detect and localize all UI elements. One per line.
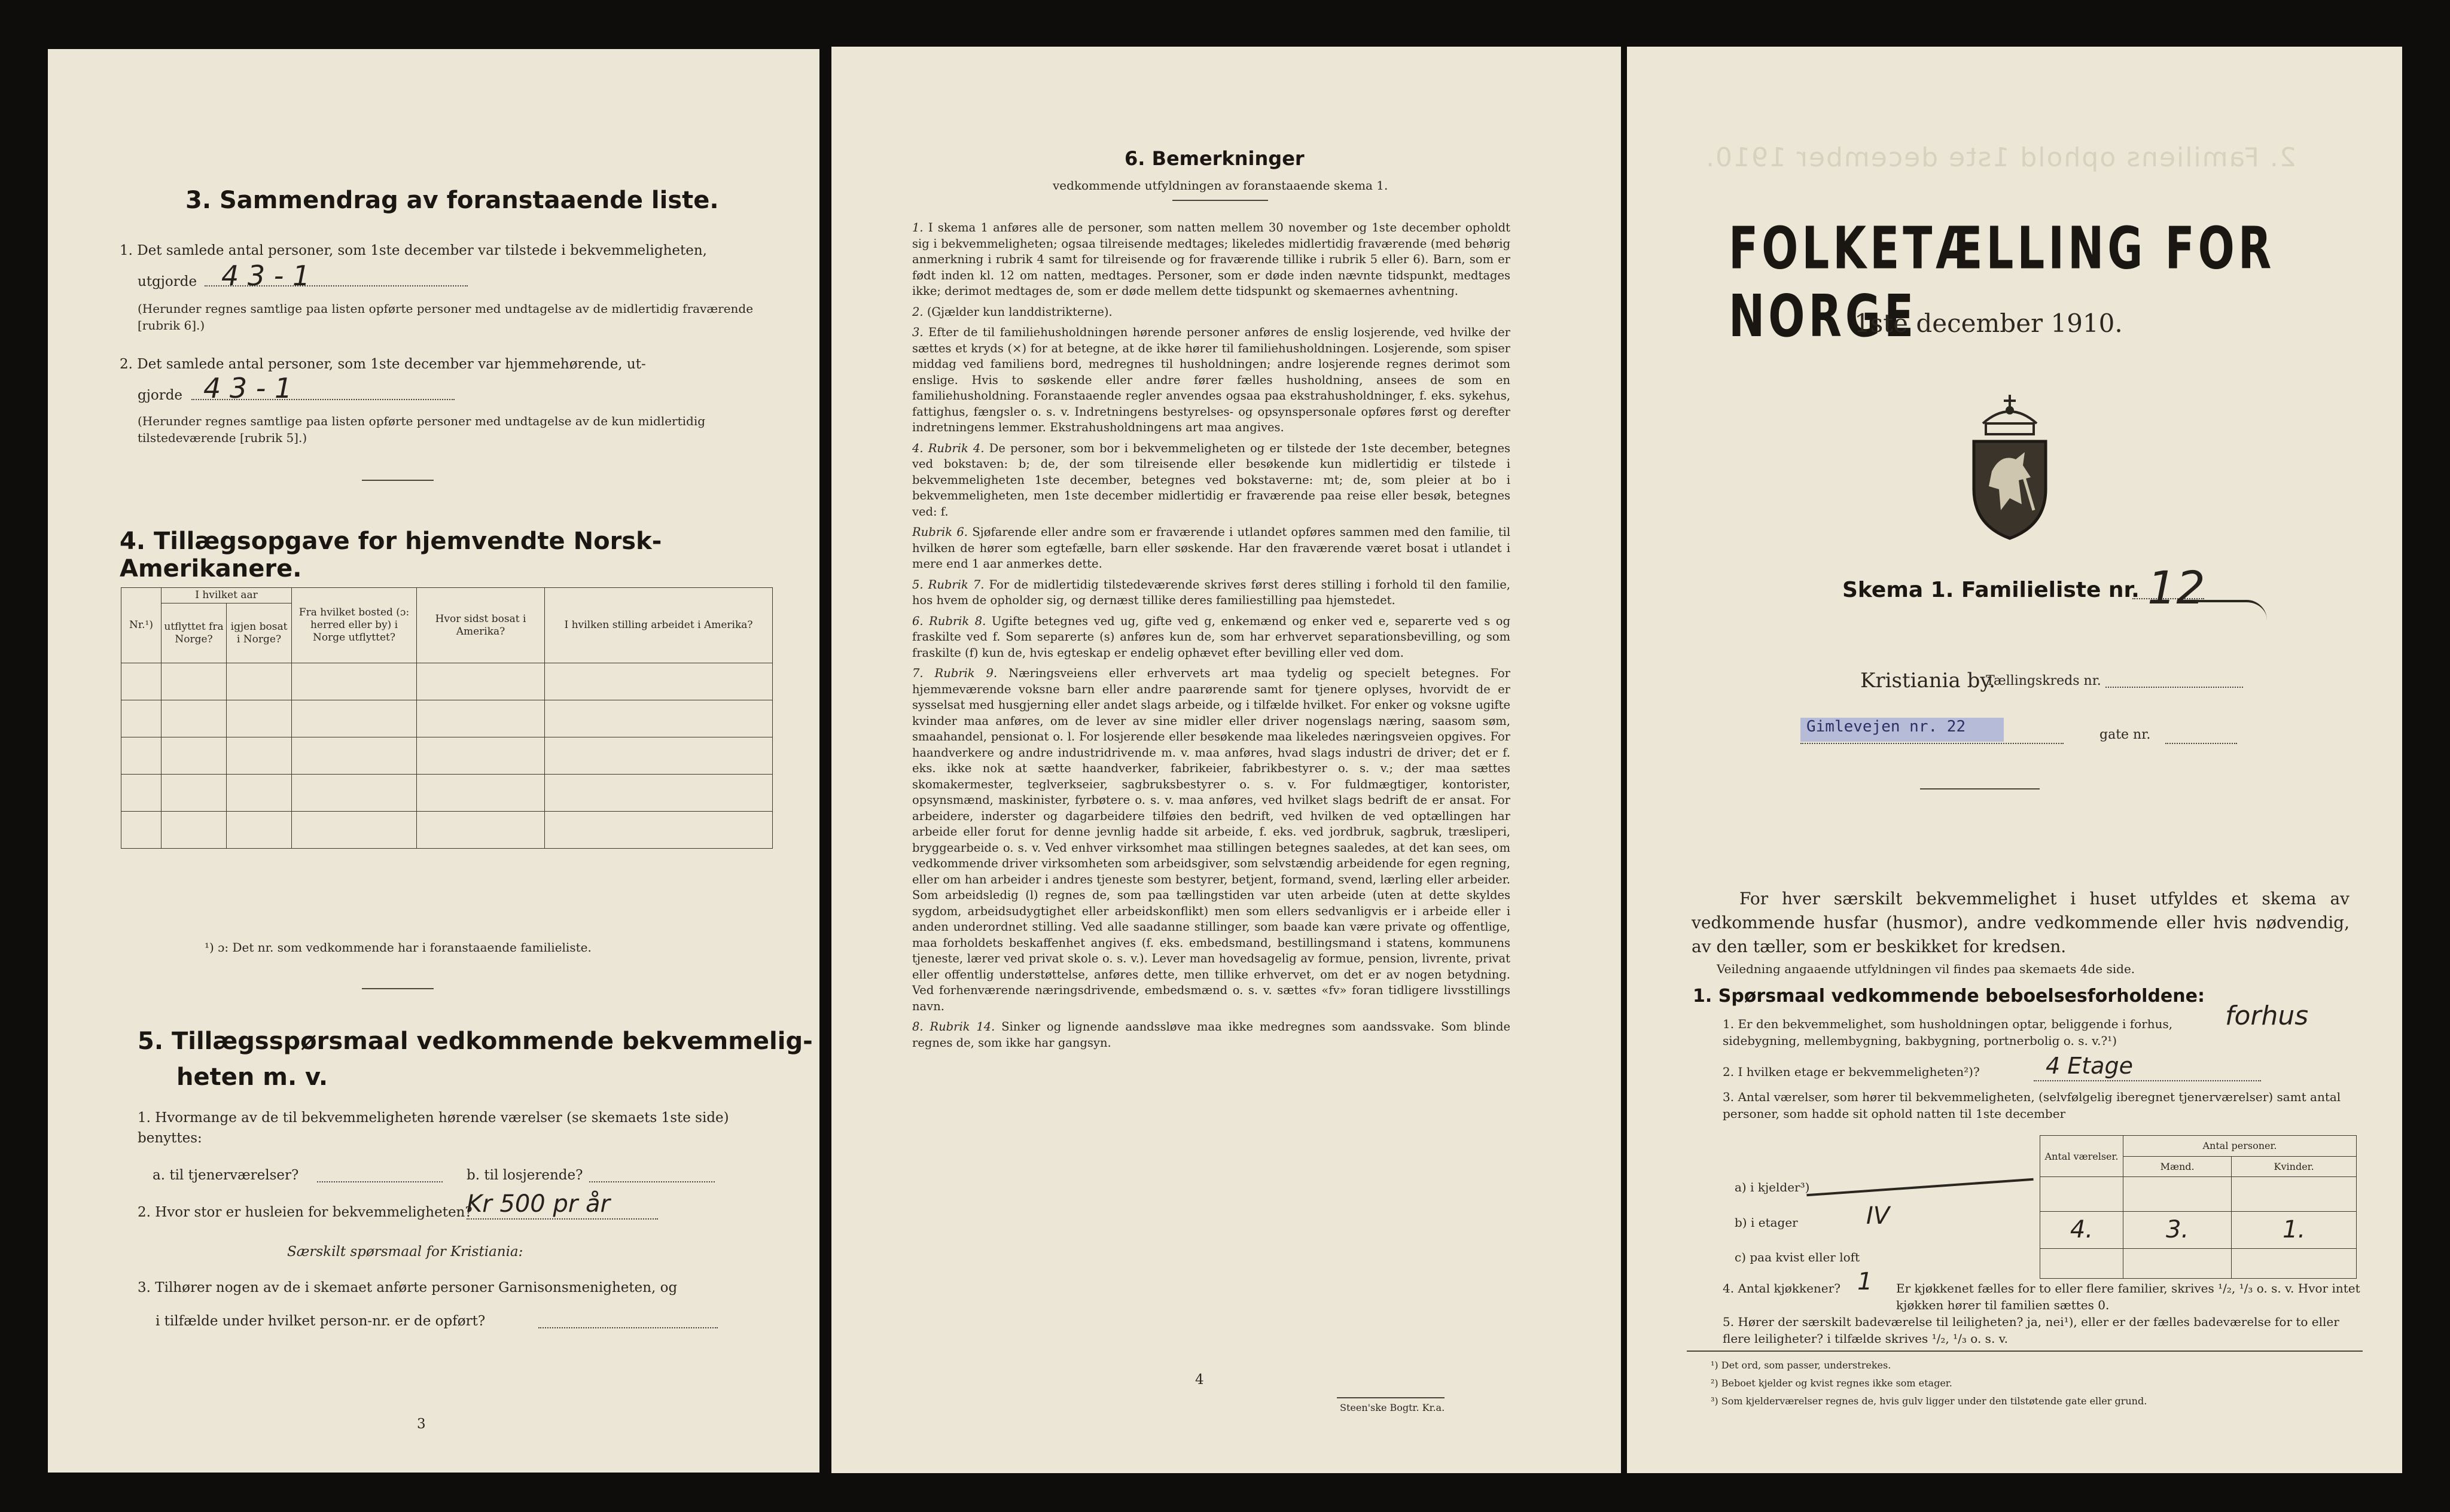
norsk-amerikanere-table [121,587,773,849]
q4-handwritten: 1 [1857,1268,1873,1295]
s5-q1b: b. til losjerende? [467,1167,583,1183]
q2-dotline [2034,1080,2261,1081]
coat-of-arms-icon [1950,382,2070,543]
s5-q1a-dotline [317,1181,443,1182]
census-date: 1ste december 1910. [1854,309,2123,338]
footnote-rule [1687,1351,2363,1352]
divider [1337,1397,1445,1398]
col-vaerelser: Antal værelser. [2040,1136,2123,1177]
q4-rest: Er kjøkkenet fælles for to eller flere familier, skrives ¹/₂, ¹/₃ o. s. v. Hvor intet kjøkken hører til familien sættes 0. [1896,1281,2360,1312]
b-kvinder: 1. [2232,1212,2357,1249]
s4-footnote: ¹) ɔ: Det nr. som vedkommende har i foranstaaende familieliste. [205,940,592,955]
table-row [121,737,773,775]
s5-q1-text: 1. Hvormange av de til bekvemmeligheten hørende værelser (se skemaets 1ste side) benyttes: [138,1110,729,1146]
skema-label: Skema 1. Familieliste nr. [1842,578,2140,602]
census-title: FOLKETÆLLING FOR NORGE [1729,214,2275,350]
s3-q2-handwritten: 4 3 - 1 [203,372,292,404]
familieliste-number: 12 [2147,561,2205,614]
note-item: 4. Rubrik 4. De personer, som bor i bekvemmeligheten og er tilstede der 1ste december, betegnes ved bokstaven: b; de, der som tilreisende eller besøkende kun midlertidig er tilstede i bekvemmeligheten 1ste december, betegnes ved bokstaverne: mt; de, som pleier at bo i bekvemmeligheten, men 1ste december midlertidig er fraværende paa reise eller besøk, betegnes ved: f. [912,441,1510,519]
col-utflyttet: utflyttet fra Norge? [161,603,227,663]
page-3 [48,49,819,1473]
taellingskreds-label: Tællingskreds nr. [1986,673,2101,688]
intro-text: For hver særskilt bekvemmelighet i huset utfyldes et skema av vedkommende husfar (husmor), andre vedkommende eller hvis nødvendig, av den tæller, som er beskikket for kredsen. [1692,889,2350,956]
col-amerika: Hvor sidst bosat i Amerika? [417,588,545,663]
q2-text: 2. I hvilken etage er bekvemmeligheten²)? [1723,1065,1980,1079]
printer-credit: Steen'ske Bogtr. Kr.a. [1340,1402,1445,1413]
q2-handwritten: 4 Etage [2046,1053,2133,1079]
s3-q1-text: 1. Det samlede antal personer, som 1ste december var tilstede i bekvemmeligheten, [120,243,707,258]
page-number: 4 [1195,1372,1204,1388]
table-row [121,812,773,849]
q1-text: 1. Er den bekvemmelighet, som husholdningen optar, beliggende i forhus, sidebygning, mellembygning, bakbygning, portnerbolig o. s. v.?¹) [1723,1017,2173,1048]
note-item: Rubrik 6. Sjøfarende eller andre som er fraværende i utlandet opføres sammen med den familie, til hvilken de hører som egtefælle, barn eller søskende. Har den fraværende været bosat i utlandet i mere end 1 aar anmerkes dette. [912,525,1511,571]
bleed-through-text: 2. Familiens ophold 1ste december 1910. [1705,142,2296,173]
col-group-aar: I hvilket aar [161,588,292,603]
handwritten-flourish [2195,600,2267,620]
s3-q1-handwritten: 4 3 - 1 [221,260,310,292]
col-personer: Antal personer. [2123,1136,2357,1157]
section-4-title: 4. Tillægsopgave for hjemvendte Norsk-Amerikanere. [120,528,662,583]
divider [1172,200,1268,201]
gate-dotline [2165,743,2237,744]
divider [362,480,434,481]
q5-text: 5. Hører der særskilt badeværelse til leiligheten? ja, nei¹), eller er der fælles badeværelse for to eller flere leiligheter? i tilfælde skrives ¹/₂, ¹/₃ o. s. v. [1723,1315,2339,1346]
footnotes [1711,1356,2147,1410]
table-row [121,775,773,812]
b-maend: 3. [2123,1212,2232,1249]
taellingskreds-dotline [2105,687,2243,688]
table-row [121,663,773,700]
s5-q1a: a. til tjenerværelser? [153,1167,299,1183]
section-3-title: 3. Sammendrag av foranstaaende liste. [185,187,719,214]
s3-q1-label: utgjorde [138,274,197,289]
s5-q3-text: 3. Tilhører nogen av de i skemaet anførte personer Garnisonsmenigheten, og [138,1280,678,1295]
questions-title: 1. Spørsmaal vedkommende beboelsesforholdene: [1693,986,2205,1007]
s5-q2-text: 2. Hvor stor er husleien for bekvemmeligheten? [138,1205,473,1220]
table-row [2040,1249,2357,1279]
b-vaerelser: 4. [2040,1212,2123,1249]
q1-handwritten: forhus [2225,1001,2309,1031]
q3-text: 3. Antal værelser, som hører til bekvemmeligheten, (selvfølgelig iberegnet tjenerværelser) samt antal personer, som hadde sit ophold natten til 1ste december [1723,1090,2341,1121]
note-item: 8. Rubrik 14. Sinker og lignende aandssløve maa ikke medregnes som aandssvake. Som blinde regnes de, som ikke har gangsyn. [912,1020,1510,1050]
section-6-subtitle: vedkommende utfyldningen av foranstaaende skema 1. [1053,178,1388,193]
street-value: Gimlevejen nr. 22 [1806,718,1966,736]
s5-kristiania: Særskilt spørsmaal for Kristiania: [287,1244,523,1260]
note-item: 2. (Gjælder kun landdistrikterne). [912,304,1113,319]
rooms-persons-table [2040,1135,2357,1279]
note-item: 3. Efter de til familiehusholdningen hørende personer anføres de enslig losjerende, ved hvilke der sættes et kryds (×) for at betegne, at de ikke hører til familiehusholdningen. Losjerende, som spiser middag ved familiens bord, medregnes til husholdningen; andre losjerende regnes derimot som enslige. Hvis to søskende eller andre fører fælles husholdning, ansees de som en familiehusholdning. Foranstaaende regler anvendes ogsaa paa ekstrahusholdninger, f. eks. sykehus, fattighus, fængsler o. s. v. Indretningens bestyrelses- og opsynspersonale opføres først og derefter indretningens lemmer. Ekstrahusholdningens art maa angives. [912,325,1511,434]
s3-q1-note: (Herunder regnes samtlige paa listen opførte personer med undtagelse av de midlertidig fraværende [rubrik 6].) [138,301,754,333]
s3-q2-label: gjorde [138,388,183,403]
page-1 [1627,47,2402,1473]
street-dotline [1800,743,2064,744]
s5-q2-handwritten: Kr 500 pr år [467,1190,610,1218]
q4-text: 4. Antal kjøkkener? [1723,1281,1840,1295]
page-4 [831,47,1621,1473]
col-maend: Mænd. [2123,1156,2232,1177]
gate-label: gate nr. [2099,727,2151,742]
note-item: 5. Rubrik 7. For de midlertidig tilstedeværende skrives først deres stilling i forhold til den familie, hos hvem de opholder sig, og dernæst tillike deres familiestilling paa hjemstedet. [912,577,1510,607]
note-list [912,220,1510,1051]
s3-q2-note: (Herunder regnes samtlige paa listen opførte personer med undtagelse av de kun midlertidig tilstedeværende [rubrik 5].) [138,414,706,445]
footnote-2: ²) Beboet kjelder og kvist regnes ikke som etager. [1711,1377,1952,1389]
footnote-1: ¹) Det ord, som passer, understrekes. [1711,1359,1891,1371]
table-row [2040,1212,2357,1249]
col-stilling: I hvilken stilling arbeidet i Amerika? [545,588,773,663]
col-nr: Nr.¹) [121,588,161,663]
section-6-title: 6. Bemerkninger [1125,147,1305,170]
col-bosted: Fra hvilket bosted (ɔ: herred eller by) i Norge utflyttet? [292,588,417,663]
footnote-3: ³) Som kjelderværelser regnes de, hvis gulv ligger under den tilstøtende gate eller grund. [1711,1395,2147,1407]
table-row [2040,1177,2357,1212]
s5-q3-text2: i tilfælde under hvilket person-nr. er de opført? [156,1313,486,1329]
s3-q2-text: 2. Det samlede antal personer, som 1ste december var hjemmehørende, ut- [120,356,646,372]
row-a-strikeline [1806,1178,2033,1196]
divider [362,988,434,989]
col-igjen: igjen bosat i Norge? [227,603,292,663]
row-b-etage: IV [1866,1202,1890,1230]
section-5-title-line1: 5. Tillægsspørsmaal vedkommende bekvemmelig- [138,1028,813,1055]
instruction-text: Veiledning angaaende utfyldningen vil findes paa skemaets 4de side. [1717,962,2135,976]
table-row [121,700,773,737]
kristiania-label: Kristiania by. [1860,669,1995,693]
section-5-title-line2: heten m. v. [176,1063,328,1091]
page-number: 3 [417,1416,426,1432]
row-a-label: a) i kjelder³) [1735,1180,1810,1194]
divider [1920,788,2040,789]
row-c-label: c) paa kvist eller loft [1735,1250,1860,1264]
s5-q1b-dotline [589,1181,715,1182]
row-b-label: b) i etager [1735,1215,1798,1230]
s5-q2-dotline [467,1218,658,1220]
note-item: 6. Rubrik 8. Ugifte betegnes ved ug, gifte ved g, enkemænd og enker ved e, separerte ved s og fraskilte ved f. Som separerte (s) anføres kun de, som har erhvervet separationsbevilling, og som fraskilte (f) kun de, hvis egteskap er endelig ophævet efter bevilling eller ved dom. [912,614,1510,660]
s5-q3-dotline [538,1327,718,1328]
note-item: 7. Rubrik 9. Næringsveiens eller erhvervets art maa tydelig og specielt betegnes. For hjemmeværende voksne barn eller andre paarørende samt for tjenere oplyses, hvorvidt de er sysselsat med husgjerning eller andet slags arbeide, og i tilfælde hvilket. For enker og voksne ugifte kvinder maa anføres, om de lever av sine midler eller driver nogenslags næring, saasom søm, smaahandel, pensionat o. l. For losjerende eller besøkende maa likeledes næringsveien opgives. For haandverkere og andre industridrivende m. v. maa anføres, hvad slags industri de driver; det er f. eks. ikke nok at sætte haandverker, fabrikeier, fabrikbestyrer o. s. v.; der maa sættes skomakermester, teglverkseier, sagbruksbestyrer o. s. v. For fuldmægtiger, kontorister, opsynsmænd, maskinister, fyrbøtere o. s. v. maa anføres, ved hvilket slags bedrift de er ansat. For arbeidere, inderster og dagarbeidere tilføies den bedrift, ved hvilken de ved optællingen har arbeide eller forut for denne jevnlig hadde sit arbeide, f. eks. ved jordbruk, sagbruk, træsliperi, bryggearbeide o. s. v. Ved enhver virksomhet maa stillingen betegnes saaledes, at det kan sees, om vedkommende driver virksomheten som arbeidsgiver, som selvstændig arbeidende for egen regning, eller om han arbeider i andres tjeneste som bestyrer, betjent, formand, svend, lærling eller arbeider. Som arbeidsledig (l) regnes de, som paa tællingstiden var uten arbeide (uten at dette skyldes sygdom, arbeidsudygtighet eller arbeidskonflikt) men som ellers sedvanligvis er i arbeide eller i anden underordnet stilling. Ved alle saadanne stillinger, som baade kan være private og offentlige, maa forholdets beskaffenhet angives (f. eks. embedsmand, bestillingsmand i statens, kommunens tjeneste, lærer ved privat skole o. s. v.). Lever man hovedsagelig av formue, pension, livrente, privat eller offentlig understøttelse, anføres dette, men tillike erhvervet, om det er av nogen betydning. Ved forhenværende næringsdrivende, embedsmænd o. s. v. sættes «fv» foran tidligere livsstillings navn. [912,666,1510,1013]
col-kvinder: Kvinder. [2232,1156,2357,1177]
note-item: 1. I skema 1 anføres alle de personer, som natten mellem 30 november og 1ste december opholdt sig i bekvemmeligheten; ogsaa tilreisende medtages; likeledes midlertidig fraværende (med behørig anmerkning i rubrik 4 samt for tilreisende og for fraværende tillike i rubrik 5 eller 6). Barn, som er født inden kl. 12 om natten, medtages. Personer, som er døde inden nævnte tidspunkt, medtages ikke; derimot medtages de, som er døde mellem dette tidspunkt og skemaernes avhentning. [912,221,1510,298]
